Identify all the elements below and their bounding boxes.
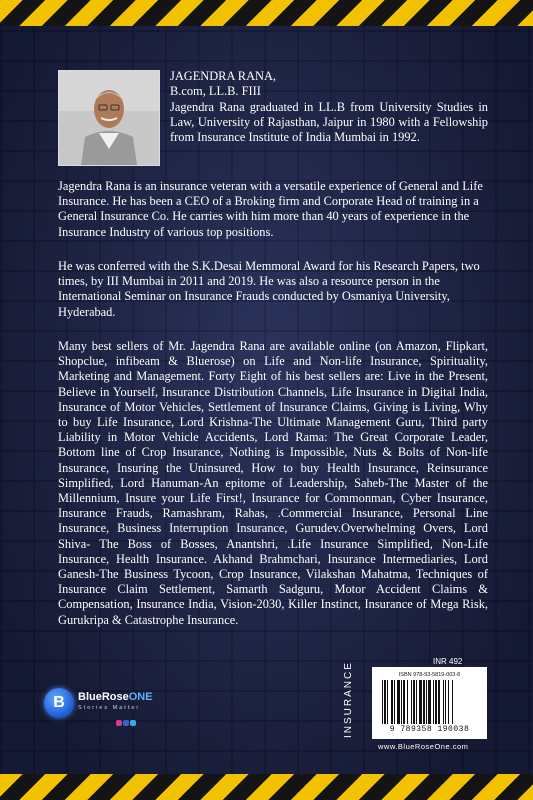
hazard-stripe-bottom <box>0 774 533 800</box>
category-label: INSURANCE <box>343 661 354 738</box>
barcode-number: 9 789358 190038 <box>389 725 470 734</box>
brand-accent: ONE <box>128 691 153 703</box>
publisher-tagline: Stories Matter <box>78 705 141 711</box>
brand-main: BlueRose <box>78 691 129 703</box>
bio-paragraph-award: He was conferred with the S.K.Desai Memmoral Award for his Research Papers, two times, by III Mumbai in 2011 and 2019. He was also a resource person in the International Seminar on Insurance Frauds conducted by Osmaniya University, Hyderabad. <box>58 259 480 319</box>
publisher-website: www.BlueRoseOne.com <box>378 742 469 751</box>
author-qualifications: B.com, LL.B. FIII <box>170 84 261 98</box>
bio-paragraph-bestsellers: Many best sellers of Mr. Jagendra Rana are available online (on Amazon, Flipkart, Shopclue, infibeam & Bluerose) on Life and Non-life Insurance, Spirituality, Marketing and Management. Forty Eight of his best sellers are: Live in the Present, Believe in Yourself, Insurance Distribution Channels, Life Insurance in Digital India, Insurance of Motor Vehicles, Settlement of Insurance Claims, Giving is Living, Why to buy Life Insurance, Lord Krishna-The Ultimate Management Guru, Third party Liability in Motor Vehicle Accidents, Lord Rama: The Great Corporate Leader, Bottom line of Crop Insurance, Nothing is Impossible, Nuts & Bolts of Non-life Insurance, Insuring the Uninsured, How to buy Health Insurance, Reinsurance Simplified, Lord Hanuman-An epitome of Leadership, Saheb-The Master of the Millennium, Insure your Life First!, Insurance for Commonman, Cyber Insurance, Insurance Frauds, Ramashram, Rahas, .Commercial Insurance, Personal Line Insurance, Business Interruption Insurance, Gurudev.Overwhelming Overs, Lord Shiva- The Boss of Bosses, Anantshri, .Life Insurance Simplified, Non-Life Insurance, Health Insurance. Akhand Brahmchari, Insurance Intermediaries, Lord Ganesh-The Business Tycoon, Crop Insurance, Vilakshan Mahatma, Techniques of Insurance Claim Settlement, Samarth Sadguru, Motor Accident Claims & Compensation, Insurance India, Vision-2030, Killer Instinct, Insurance of Mega Risk, Gurukripa & Catastrophe Insurance. <box>58 339 488 627</box>
twitter-icon <box>130 720 136 726</box>
social-icons <box>116 713 137 721</box>
author-photo <box>58 70 160 166</box>
barcode-image <box>382 680 477 724</box>
facebook-icon <box>123 720 129 726</box>
hazard-stripe-top <box>0 0 533 26</box>
publisher-brand <box>78 691 153 703</box>
author-name: JAGENDRA RANA, <box>170 69 277 83</box>
isbn-text: ISBN 978-93-5819-003-8 <box>398 672 461 678</box>
instagram-icon <box>116 720 122 726</box>
bio-paragraph-experience: Jagendra Rana is an insurance veteran with a versatile experience of General and Life Insurance. He has been a CEO of a Broking firm and Corporate Head of training in a General Insurance Co. He carries with him more than 40 years of experience in the Insurance Industry of various top positions. <box>58 179 483 239</box>
publisher-logo <box>44 686 174 726</box>
price-label: INR 492 <box>433 657 463 666</box>
barcode-panel <box>372 667 487 739</box>
author-intro: Jagendra Rana graduated in LL.B from University Studies in Law, University of Rajasthan, Jaipur in 1980 with a Fellowship from Insurance Institute of India Mumbai in 1992. <box>170 100 488 145</box>
logo-letter: B <box>53 694 65 711</box>
